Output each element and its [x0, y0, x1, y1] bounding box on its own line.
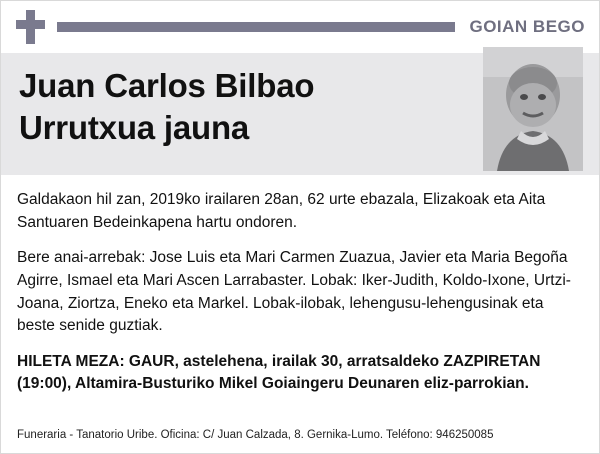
page-title — [19, 65, 439, 149]
title-band — [1, 53, 599, 175]
paragraph-3-service-details: HILETA MEZA: GAUR, astelehena, irailak 30, arratsaldeko ZAZPIRETAN (19:00), Altamira-Busturiko Mikel Goiaingeru Deunaren eliz-parrokian. — [17, 352, 541, 393]
title-line-2: Urrutxua jauna — [19, 109, 250, 147]
header-divider — [57, 22, 455, 32]
funeral-home-footer: Funeraria - Tanatorio Uribe. Oficina: C/ Juan Calzada, 8. Gernika-Lumo. Teléfono: 946250085 — [17, 429, 494, 442]
paragraph-2: Bere anai-arrebak: Jose Luis eta Mari Carmen Zuazua, Javier eta Maria Begoña Agirre, Ismael eta Mari Ascen Larrabaster. Lobak: Iker-Judith, Koldo-Ixone, Urtzi-Joana, Ziortza, Eneko eta Markel. Lobak-ilobak, lehengusu-lehengusinak eta beste senide guztiak. — [17, 249, 571, 335]
portrait-photo — [483, 47, 583, 171]
header — [1, 1, 599, 53]
paragraph-1: Galdakaon hil zan, 2019ko irailaren 28an, 62 urte ebazala, Elizakoak eta Aita Santuaren Bedeinkapena hartu ondoren. — [17, 191, 546, 231]
title-line-1: Juan Carlos Bilbao — [19, 67, 315, 104]
header-label: GOIAN BEGO — [469, 17, 585, 36]
body-text — [1, 175, 599, 396]
cross-icon — [15, 10, 45, 44]
